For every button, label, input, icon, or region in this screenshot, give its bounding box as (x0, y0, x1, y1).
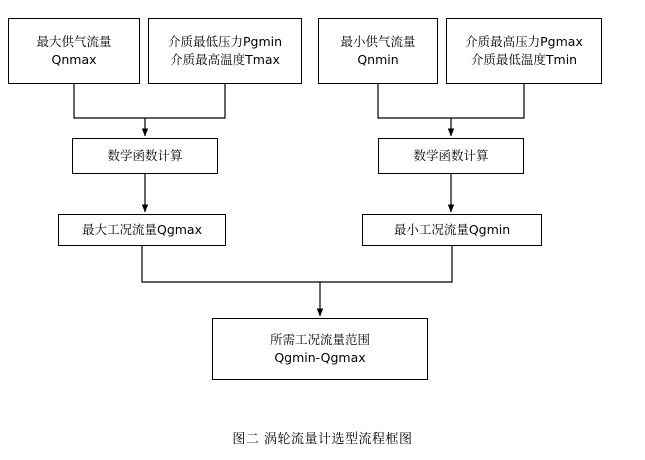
node-math-calc-left-label: 数学函数计算 (107, 147, 183, 163)
node-max-working-flow (58, 214, 226, 246)
node-max-flow-input-line-2: Qnmax (51, 52, 97, 67)
node-max-flow-input-line-1: 最大供气流量 (36, 33, 112, 49)
node-min-flow-input-line-2: Qnmin (357, 52, 399, 67)
node-required-flow-range (212, 318, 428, 380)
figure-caption: 图二 涡轮流量计选型流程框图 (232, 432, 413, 447)
node-max-pressure-min-temp-input (446, 18, 602, 84)
node-max-flow-input (8, 18, 140, 84)
node-min-working-flow-label: 最小工况流量Qgmin (393, 221, 511, 237)
node-min-working-flow (362, 214, 542, 246)
connector-min-working-to-bus (320, 246, 452, 282)
node-min-flow-input (318, 18, 438, 84)
connector-max-flow-to-calc-left (74, 84, 145, 118)
node-math-calc-left (72, 138, 218, 174)
node-math-calc-right (378, 138, 524, 174)
node-max-pressure-min-temp-line-1: 介质最高压力Pgmax (465, 33, 583, 49)
node-math-calc-right-label: 数学函数计算 (413, 147, 489, 163)
connector-min-flow-to-calc-right (378, 84, 451, 118)
connector-min-pressure-to-calc-left (145, 84, 225, 118)
node-min-pressure-max-temp-line-2: 介质最高温度Tmax (170, 52, 280, 67)
node-required-flow-range-line-1: 所需工况流量范围 (269, 331, 370, 347)
node-min-flow-input-line-1: 最小供气流量 (340, 33, 416, 49)
connector-max-working-to-bus (142, 246, 320, 282)
node-max-working-flow-label: 最大工况流量Qgmax (81, 221, 202, 237)
node-min-pressure-max-temp-line-1: 介质最低压力Pgmin (167, 33, 283, 49)
connector-max-pressure-to-calc-right (451, 84, 524, 118)
node-required-flow-range-line-2: Qgmin-Qgmax (274, 350, 366, 365)
node-max-pressure-min-temp-line-2: 介质最低温度Tmin (470, 52, 578, 67)
node-min-pressure-max-temp-input (148, 18, 302, 84)
